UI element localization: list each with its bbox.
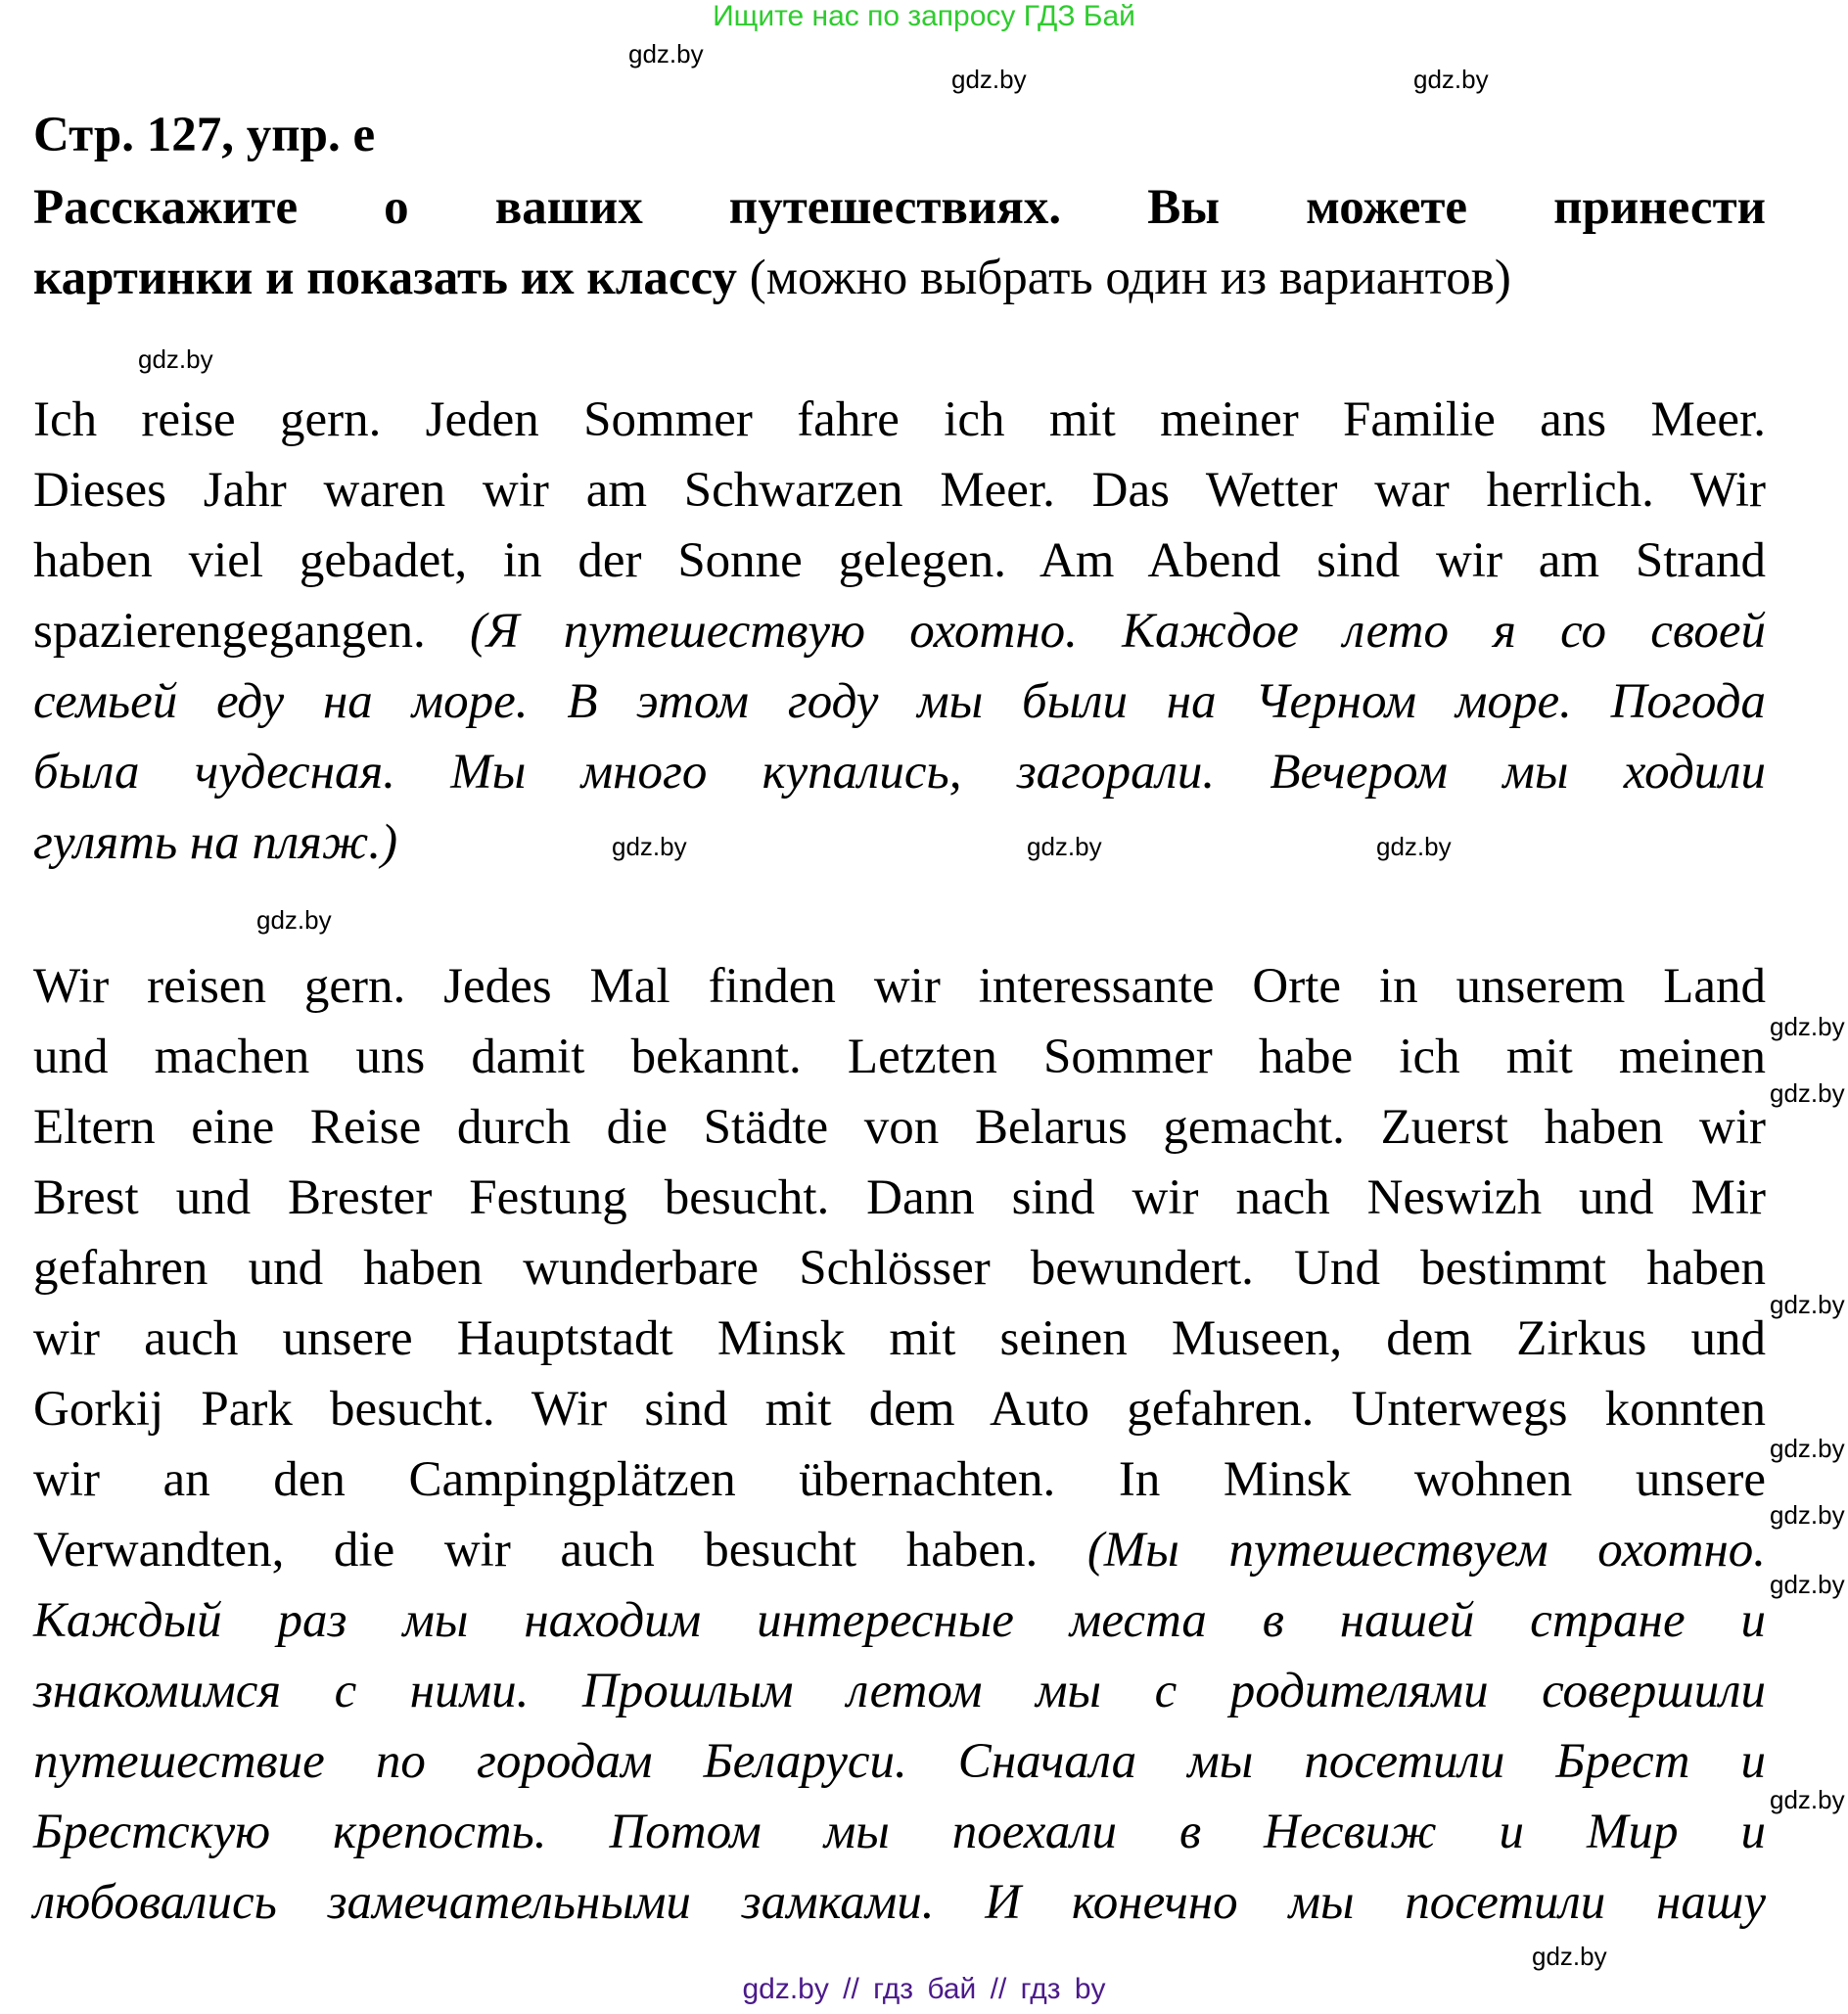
paragraph2-line [33,1092,1766,1163]
watermark: gdz.by [1376,832,1452,861]
translation-text: (Мы путешествуем охотно. [1086,1523,1766,1578]
paragraph2-line [33,1304,1766,1374]
german-text: Brest und Brester Festung besucht. Dann sind wir nach Neswizh und Mir [33,1170,1766,1225]
watermark: gdz.by [256,905,332,935]
translation-text: Брестскую крепость. Потом мы поехали в Несвиж и Мир и [33,1805,1766,1859]
task-text: Расскажите о ваших путешествиях. Вы можете принести [33,180,1766,235]
paragraph1-line [33,455,1766,526]
paragraph1-line [33,666,1766,737]
paragraph2-line [33,1022,1766,1092]
german-text: (можно выбрать один из вариантов) [736,251,1511,305]
translation-text: знакомимся с ними. Прошлым летом мы с родителями совершили [33,1664,1766,1718]
german-text: Dieses Jahr waren wir am Schwarzen Meer. Das Wetter war herrlich. Wir [33,463,1766,518]
german-text: Verwandten, die wir auch besucht haben. [33,1523,1087,1578]
german-text: spazierengegangen. [33,604,470,659]
german-text: wir auch unsere Hauptstadt Minsk mit seinen Museen, dem Zirkus und [33,1311,1766,1366]
german-text: Wir reisen gern. Jedes Mal finden wir interessante Orte in unserem Land [33,959,1766,1014]
german-text: Gorkij Park besucht. Wir sind mit dem Auto gefahren. Unterwegs konnten [33,1382,1766,1437]
task-line [33,243,1511,313]
paragraph2-line [33,1585,1766,1656]
task-line [33,172,1766,243]
watermark: gdz.by [1770,1290,1845,1319]
paragraph2-line [33,1726,1766,1797]
paragraph2-line [33,1374,1766,1444]
paragraph2-line [33,1515,1766,1585]
paragraph2-line [33,1444,1766,1515]
translation-text: любовались замечательными замками. И конечно мы посетили нашу [33,1875,1766,1930]
translation-text: путешествие по городам Беларуси. Сначала мы посетили Брест и [33,1734,1766,1789]
watermark: gdz.by [1770,1012,1845,1041]
german-text: Eltern eine Reise durch die Städte von Belarus gemacht. Zuerst haben wir [33,1100,1766,1155]
watermark: gdz.by [612,832,687,861]
paragraph2-line [33,1797,1766,1867]
translation-text: семьей еду на море. В этом году мы были на Черном море. Погода [33,674,1766,729]
paragraph1-line [33,807,397,878]
watermark: gdz.by [1770,1785,1845,1814]
paragraph2-line [33,951,1766,1022]
watermark: gdz.by [1770,1500,1845,1530]
paragraph2-line [33,1656,1766,1726]
paragraph1-line [33,596,1766,666]
german-text: und machen uns damit bekannt. Letzten Sommer habe ich mit meinen [33,1030,1766,1084]
german-text: haben viel gebadet, in der Sonne gelegen. Am Abend sind wir am Strand [33,533,1766,588]
watermark: gdz.by [1770,1078,1845,1108]
paragraph1-line [33,385,1766,455]
translation-text: гулять на пляж.) [33,815,398,870]
german-text: gefahren und haben wunderbare Schlösser bewundert. Und bestimmt haben [33,1241,1766,1296]
german-text: Ich reise gern. Jeden Sommer fahre ich mit meiner Familie ans Meer. [33,392,1766,447]
translation-text: (Я путешествую охотно. Каждое лето я со своей [469,604,1766,659]
watermark: gdz.by [1413,65,1489,94]
german-text: wir an den Campingplätzen übernachten. In Minsk wohnen unsere [33,1452,1766,1507]
watermark: gdz.by [138,344,213,374]
paragraph2-line [33,1163,1766,1233]
watermark: gdz.by [1770,1570,1845,1599]
paragraph2-line [33,1233,1766,1304]
watermark: gdz.by [1027,832,1102,861]
watermark: gdz.by [1770,1434,1845,1463]
watermark: gdz.by [951,65,1027,94]
paragraph1-line [33,526,1766,596]
search-banner: Ищите нас по запросу ГДЗ Бай [713,0,1135,32]
task-text: картинки и показать их классу [33,251,737,305]
translation-text: Каждый раз мы находим интересные места в нашей стране и [33,1593,1766,1648]
watermark: gdz.by [628,39,704,69]
watermark: gdz.by [1532,1942,1607,1971]
paragraph1-line [33,737,1766,807]
translation-text: была чудесная. Мы много купались, загорали. Вечером мы ходили [33,745,1766,800]
footer-links: gdz.by // гдз бай // гдз by [742,1973,1106,2005]
paragraph2-line [33,1867,1766,1938]
exercise-title: Стр. 127, упр. е [33,108,376,162]
